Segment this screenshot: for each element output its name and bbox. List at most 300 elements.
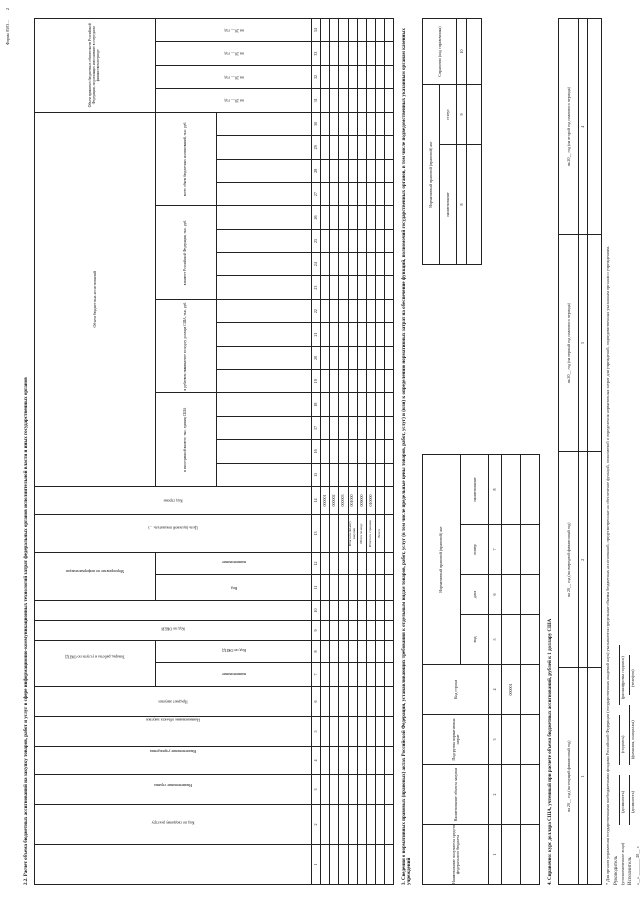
table-cell xyxy=(384,346,393,369)
column-number: 24 xyxy=(312,253,321,276)
header-foreign: в иностранной валюте, тыс. единиц США xyxy=(156,393,217,487)
table-cell xyxy=(330,206,339,229)
date-line: «__» ________ 20__ г. xyxy=(635,846,640,885)
s3-header-kind: вид xyxy=(460,615,488,665)
column-number: 25 xyxy=(312,229,321,252)
column-number: 12 xyxy=(312,552,321,574)
table-cell xyxy=(339,687,348,717)
table-cell xyxy=(348,621,357,641)
header-obl-4: на 20__ год xyxy=(223,28,244,34)
table-cell xyxy=(357,440,366,463)
exchange-rate-table xyxy=(558,18,602,885)
column-number: 29 xyxy=(312,136,321,159)
normative-acts-table xyxy=(422,454,540,885)
table-cell: Итого по коду xyxy=(357,514,366,552)
table-cell xyxy=(375,112,384,136)
header-year-cell xyxy=(216,159,312,182)
table-cell xyxy=(357,159,366,182)
column-number: 4 xyxy=(312,747,321,775)
table-cell xyxy=(384,159,393,182)
table-cell: Итого по объекту закупки xyxy=(348,514,357,552)
table-cell xyxy=(330,845,339,885)
table-cell: 000003 xyxy=(339,486,348,514)
table-cell xyxy=(321,845,330,885)
table-cell xyxy=(330,575,339,601)
table-cell xyxy=(366,601,375,621)
table-cell xyxy=(348,416,357,439)
table-cell xyxy=(330,717,339,747)
header-okei: Код по ОКЕИ xyxy=(161,626,185,632)
table-row xyxy=(357,19,366,885)
table-cell xyxy=(375,687,384,717)
table-cell xyxy=(330,182,339,205)
table-cell xyxy=(357,416,366,439)
table-cell xyxy=(384,19,393,42)
table-cell xyxy=(348,276,357,299)
table-cell xyxy=(339,42,348,65)
table-cell xyxy=(348,370,357,393)
table-cell xyxy=(357,19,366,42)
table-cell xyxy=(348,229,357,252)
column-number: 1 xyxy=(489,825,502,885)
table-cell xyxy=(384,552,393,574)
column-number: 3 xyxy=(312,775,321,805)
table-cell xyxy=(321,229,330,252)
table-cell xyxy=(366,393,375,416)
column-number: 22 xyxy=(312,299,321,322)
s3-header-row-code: Код строки xyxy=(423,665,489,715)
table-cell xyxy=(384,687,393,717)
table-cell xyxy=(339,253,348,276)
table-cell xyxy=(375,805,384,845)
column-number: 18 xyxy=(312,393,321,416)
table-cell xyxy=(357,641,366,663)
column-number: 5 xyxy=(312,717,321,747)
table-cell xyxy=(375,486,384,514)
table-cell xyxy=(348,747,357,775)
table-cell xyxy=(339,552,348,574)
table-cell xyxy=(330,253,339,276)
table-cell xyxy=(321,575,330,601)
column-number: 3 xyxy=(579,235,587,452)
header-code-recipient: Код по сводному реестру xyxy=(151,820,195,826)
s3-header-name: наименование xyxy=(460,454,488,524)
table-cell xyxy=(366,621,375,641)
table-cell xyxy=(366,323,375,346)
table-cell xyxy=(357,253,366,276)
table-cell xyxy=(366,136,375,159)
table-cell xyxy=(339,89,348,112)
table-cell xyxy=(384,805,393,845)
table-cell xyxy=(366,346,375,369)
table-row xyxy=(348,19,357,885)
table-cell xyxy=(366,416,375,439)
header-goal: Цель (целевой показатель…) xyxy=(148,525,198,531)
table-cell xyxy=(375,575,384,601)
column-number: 30 xyxy=(312,112,321,136)
table-cell xyxy=(321,112,330,136)
table-cell xyxy=(357,42,366,65)
table-cell xyxy=(357,182,366,205)
table-cell xyxy=(375,463,384,486)
column-number: 23 xyxy=(312,276,321,299)
table-cell xyxy=(321,747,330,775)
table-cell xyxy=(330,440,339,463)
table-cell xyxy=(375,323,384,346)
table-cell xyxy=(366,370,375,393)
table-cell xyxy=(339,463,348,486)
table-cell xyxy=(375,621,384,641)
s4-year-header: на 20__ год (на текущий финансовый год) xyxy=(559,668,579,885)
s3-header-date: дата xyxy=(460,575,488,615)
table-cell xyxy=(357,747,366,775)
table-cell xyxy=(348,89,357,112)
table-cell xyxy=(357,717,366,747)
table-cell xyxy=(321,621,330,641)
column-number: 5 xyxy=(489,615,502,665)
table-cell xyxy=(330,687,339,717)
column-number: 34 xyxy=(312,19,321,42)
table-cell xyxy=(357,393,366,416)
table-cell: 000002 xyxy=(330,486,339,514)
table-cell xyxy=(321,370,330,393)
table-cell xyxy=(321,253,330,276)
head-label: Руководитель xyxy=(614,855,619,885)
column-number: 1 xyxy=(312,845,321,885)
table-cell xyxy=(330,136,339,159)
table-cell xyxy=(330,346,339,369)
s3-header-purchase: Наименование объекта закупки xyxy=(423,765,489,825)
table-cell xyxy=(375,89,384,112)
table-cell xyxy=(348,42,357,65)
column-number: 17 xyxy=(312,416,321,439)
table-cell xyxy=(357,552,366,574)
table-cell xyxy=(366,775,375,805)
table-cell xyxy=(321,514,330,552)
table-cell xyxy=(348,65,357,88)
header-year-cell xyxy=(216,299,312,322)
table-cell xyxy=(348,440,357,463)
header-goods-okpd: Товары, работы и услуги по ОКПД xyxy=(65,654,125,660)
header-agency: Наименование страны xyxy=(154,783,193,789)
table-cell xyxy=(348,463,357,486)
table-cell xyxy=(348,112,357,136)
head-sub-label: (уполномоченное лицо) xyxy=(620,842,625,885)
table-cell xyxy=(339,136,348,159)
table-cell xyxy=(321,393,330,416)
table-cell xyxy=(330,775,339,805)
table-cell xyxy=(321,323,330,346)
column-number: 14 xyxy=(312,486,321,514)
column-number: 2 xyxy=(489,765,502,825)
table-cell xyxy=(384,229,393,252)
table-cell xyxy=(348,393,357,416)
table-cell xyxy=(375,182,384,205)
table-cell xyxy=(321,42,330,65)
table-cell xyxy=(348,552,357,574)
header-year-cell xyxy=(216,276,312,299)
table-cell xyxy=(375,136,384,159)
side-header-status: статус xyxy=(440,84,457,144)
table-cell xyxy=(384,370,393,393)
table-cell xyxy=(339,717,348,747)
table-cell xyxy=(384,775,393,805)
table-cell xyxy=(321,89,330,112)
side-header-act: Нормативный правовой (правовой) акт xyxy=(423,84,440,264)
table-cell xyxy=(384,641,393,663)
table-cell xyxy=(366,552,375,574)
table-cell xyxy=(375,253,384,276)
table-cell xyxy=(357,206,366,229)
table-cell xyxy=(348,575,357,601)
table-cell xyxy=(321,805,330,845)
column-number: 31 xyxy=(312,89,321,112)
table-cell xyxy=(357,463,366,486)
table-cell: Всего xyxy=(375,514,384,552)
table-cell xyxy=(348,346,357,369)
table-row xyxy=(366,19,375,885)
header-year-cell xyxy=(216,440,312,463)
table-cell xyxy=(321,463,330,486)
table-cell xyxy=(321,19,330,42)
table-cell: 009000 xyxy=(357,486,366,514)
table-cell xyxy=(321,65,330,88)
s3-header-act: Нормативный правовой (правовой) акт xyxy=(423,454,461,664)
column-number: 3 xyxy=(489,715,502,765)
table-cell xyxy=(357,276,366,299)
header-row-code: Код строки xyxy=(163,498,183,504)
column-number: 9 xyxy=(457,84,467,144)
table-cell xyxy=(348,775,357,805)
header-year-cell xyxy=(216,112,312,136)
table-cell xyxy=(330,393,339,416)
column-number: 7 xyxy=(312,663,321,687)
table-cell xyxy=(330,42,339,65)
table-cell xyxy=(366,112,375,136)
s4-year-header: на 20__ год (на очередной финансовый год) xyxy=(559,452,579,669)
table-cell xyxy=(384,463,393,486)
table-cell xyxy=(339,601,348,621)
table-cell xyxy=(375,42,384,65)
table-cell xyxy=(357,299,366,322)
table-cell xyxy=(339,416,348,439)
table-cell xyxy=(330,89,339,112)
table-cell xyxy=(357,136,366,159)
table-cell xyxy=(330,276,339,299)
table-cell xyxy=(375,775,384,805)
table-cell xyxy=(321,136,330,159)
table-cell xyxy=(348,253,357,276)
table-cell xyxy=(384,747,393,775)
table-cell xyxy=(339,299,348,322)
table-cell xyxy=(339,440,348,463)
table-cell xyxy=(366,717,375,747)
column-number: 11 xyxy=(312,575,321,601)
table-cell xyxy=(348,323,357,346)
table-cell xyxy=(321,717,330,747)
column-number: 33 xyxy=(312,42,321,65)
table-cell: 001000 xyxy=(348,486,357,514)
header-year-cell xyxy=(216,416,312,439)
column-number: 20 xyxy=(312,346,321,369)
table-row xyxy=(375,19,384,885)
table-cell xyxy=(330,159,339,182)
table-cell xyxy=(348,663,357,687)
table-cell xyxy=(321,663,330,687)
s4-year-header: на 20__ год (на первый год планового периода) xyxy=(559,235,579,452)
table-cell xyxy=(321,440,330,463)
header-measures: Мероприятие по информатизации xyxy=(66,569,124,575)
header-purchase: Наименование объекта закупки xyxy=(146,717,200,723)
column-number: 9 xyxy=(312,621,321,641)
footnote: * Для органов управления государственными внебюджетными фондами Российской Федерации (государственных академий наук) указываются предельные объемы бюджетных ассигнований, предусмотренные на обеспечение функций, полномочий и определения нормативных затрат для учреждений, подведомственных указанным органам и учреждениям. xyxy=(605,246,610,885)
table-cell xyxy=(357,65,366,88)
table-cell xyxy=(321,346,330,369)
table-cell xyxy=(366,206,375,229)
column-number: 6 xyxy=(312,687,321,717)
table-cell xyxy=(348,805,357,845)
table-cell xyxy=(384,65,393,88)
table-cell xyxy=(375,416,384,439)
table-cell xyxy=(339,229,348,252)
column-number: 1 xyxy=(579,668,587,885)
table-cell xyxy=(339,621,348,641)
column-number: 15 xyxy=(312,463,321,486)
table-cell xyxy=(384,42,393,65)
table-cell xyxy=(357,845,366,885)
table-cell xyxy=(348,19,357,42)
table-cell xyxy=(366,19,375,42)
column-number: 2 xyxy=(579,452,587,669)
table-cell xyxy=(375,229,384,252)
table-row xyxy=(502,454,521,884)
table-cell xyxy=(375,393,384,416)
table-cell xyxy=(375,552,384,574)
header-year-cell xyxy=(216,182,312,205)
table-cell xyxy=(375,370,384,393)
head-position: (должность) xyxy=(620,791,625,813)
section-4-title: 4. Справочно: курс доллара США, учтенный при расчете объема бюджетных ассигнований, рублей к 1 доллару США xyxy=(548,618,553,885)
column-number: 6 xyxy=(489,575,502,615)
table-cell xyxy=(384,299,393,322)
table-cell xyxy=(321,641,330,663)
table-cell xyxy=(330,229,339,252)
table-cell xyxy=(384,89,393,112)
table-cell xyxy=(366,463,375,486)
table-cell xyxy=(348,299,357,322)
table-cell xyxy=(339,663,348,687)
table-cell xyxy=(357,775,366,805)
table-cell xyxy=(321,299,330,322)
table-cell xyxy=(330,601,339,621)
table-cell xyxy=(339,182,348,205)
table-row xyxy=(467,18,482,264)
table-row xyxy=(321,19,330,885)
table-cell xyxy=(357,601,366,621)
table-cell xyxy=(384,717,393,747)
table-cell xyxy=(330,299,339,322)
table-cell xyxy=(321,687,330,717)
table-cell xyxy=(357,323,366,346)
table-cell xyxy=(366,89,375,112)
header-goods-name: наименование xyxy=(221,672,246,678)
table-cell xyxy=(375,276,384,299)
table-cell xyxy=(384,440,393,463)
s3-header-subject: Подгруппа нормативных затрат xyxy=(423,715,489,765)
table-cell xyxy=(375,717,384,747)
side-header-reference: Справочно (код справочника) xyxy=(423,18,457,84)
table-cell xyxy=(348,601,357,621)
table-cell xyxy=(330,641,339,663)
table-cell xyxy=(339,514,348,552)
table-cell xyxy=(348,845,357,885)
table-cell xyxy=(339,206,348,229)
table-cell xyxy=(357,575,366,601)
table-row xyxy=(384,19,393,885)
table-cell xyxy=(339,775,348,805)
column-number: 10 xyxy=(312,601,321,621)
header-year-cell xyxy=(216,346,312,369)
table-cell xyxy=(339,641,348,663)
column-number: 8 xyxy=(312,641,321,663)
table-cell: 010000 xyxy=(366,486,375,514)
table-cell xyxy=(366,845,375,885)
section-3-title: 3. Сведения о нормативных правовых (правовых) актах Российской Федерации, устанавливающих требования к отдельным видам товаров, работ, услуг (в том числе предельные цены товаров, работ, услуг) и (или) к определению нормативных затрат на обеспечение функций, полномочий государственных органов, в том числе подведомственных указанным органам казенных учреждений xyxy=(402,28,412,885)
table-cell xyxy=(384,663,393,687)
s3-header-recipient: Наименование получателя средств федерального бюджета xyxy=(423,825,489,885)
page-mark: 2 xyxy=(5,7,10,10)
table-cell xyxy=(366,575,375,601)
header-subject: Предмет закупки xyxy=(158,699,188,705)
table-cell xyxy=(321,276,330,299)
table-cell xyxy=(321,775,330,805)
table-row xyxy=(521,454,540,884)
table-cell xyxy=(357,229,366,252)
header-rub-course: в рублевом эквиваленте по курсу доллара США, тыс. руб. xyxy=(156,299,217,393)
table-cell xyxy=(339,370,348,393)
table-cell xyxy=(375,206,384,229)
table-cell xyxy=(366,440,375,463)
table-cell xyxy=(366,159,375,182)
head-signature: (подпись) xyxy=(620,735,625,753)
column-number: 2 xyxy=(312,805,321,845)
column-number: 10 xyxy=(457,18,467,84)
table-cell xyxy=(321,182,330,205)
column-number: 8 xyxy=(489,454,502,524)
table-cell xyxy=(321,552,330,574)
column-number: 7 xyxy=(489,525,502,575)
table-cell xyxy=(366,299,375,322)
table-cell xyxy=(339,159,348,182)
section-2-2-title: 2.2. Расчет объема бюджетных ассигнований на закупку товаров, работ и услуг в сфере информационно-коммуникационных технологий затрат федеральных органов исполнительной власти и иных государственных органов xyxy=(24,377,29,885)
table-cell xyxy=(330,514,339,552)
table-cell xyxy=(375,346,384,369)
table-cell xyxy=(357,687,366,717)
table-cell xyxy=(366,641,375,663)
header-obl-2: на 20__ год xyxy=(223,75,244,81)
table-cell xyxy=(330,370,339,393)
table-row xyxy=(330,19,339,885)
header-institution: Наименование учреждения xyxy=(149,748,197,754)
table-cell xyxy=(330,663,339,687)
table-cell xyxy=(384,182,393,205)
s3-header-number: номер xyxy=(460,525,488,575)
table-cell xyxy=(348,159,357,182)
table-cell xyxy=(330,747,339,775)
column-number: 26 xyxy=(312,206,321,229)
table-cell: Итого по странице xyxy=(366,514,375,552)
header-measure-code: Код xyxy=(230,585,237,591)
